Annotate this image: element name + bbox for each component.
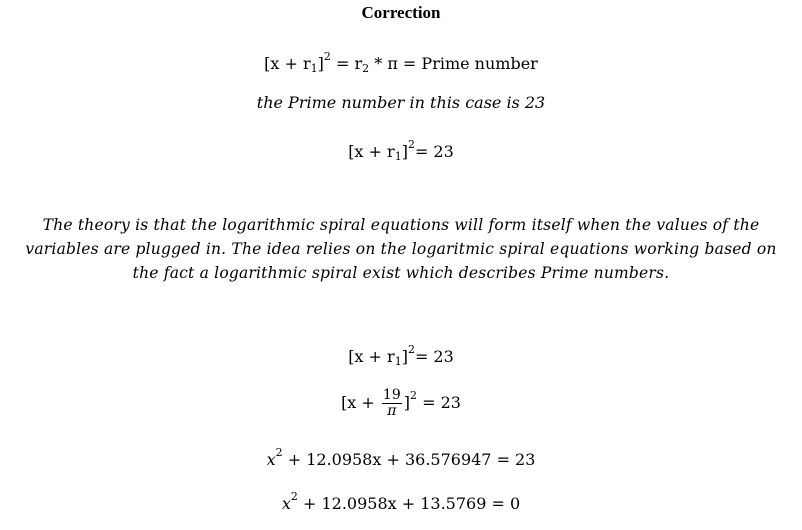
- equation-quadratic-expanded: $x^2 + 12.0958x + 36.576947 = 23$: [266, 446, 536, 469]
- page-title: Correction: [361, 3, 441, 22]
- equation-fraction-substitution: [x + $\frac{19}{\pi}$ ]$^2$ = 23: [341, 387, 461, 419]
- fraction-19-over-pi: $\frac{19}{\pi}$: [382, 387, 401, 419]
- equation-quadratic-zero: $x^2 + 12.0958x + 13.5769 = 0$: [281, 490, 521, 513]
- prime-number-sentence: the Prime number in this case is 23: [256, 93, 546, 112]
- equation-prime-relation: $[x + r_1]^2 = r_2 * \pi$ = Prime number: [264, 50, 538, 75]
- equation-equals-23-repeat: $[x + r_1]^2= 23$: [348, 343, 454, 368]
- equation-equals-23: $[x + r_1]^2= 23$: [348, 138, 454, 163]
- theory-paragraph: The theory is that the logarithmic spiral equations will form itself when the values of the variables are plugged in. The idea relies on the logaritmic spiral equations working based on the fact a logarithmic spiral exist which describes Prime numbers.: [25, 216, 777, 282]
